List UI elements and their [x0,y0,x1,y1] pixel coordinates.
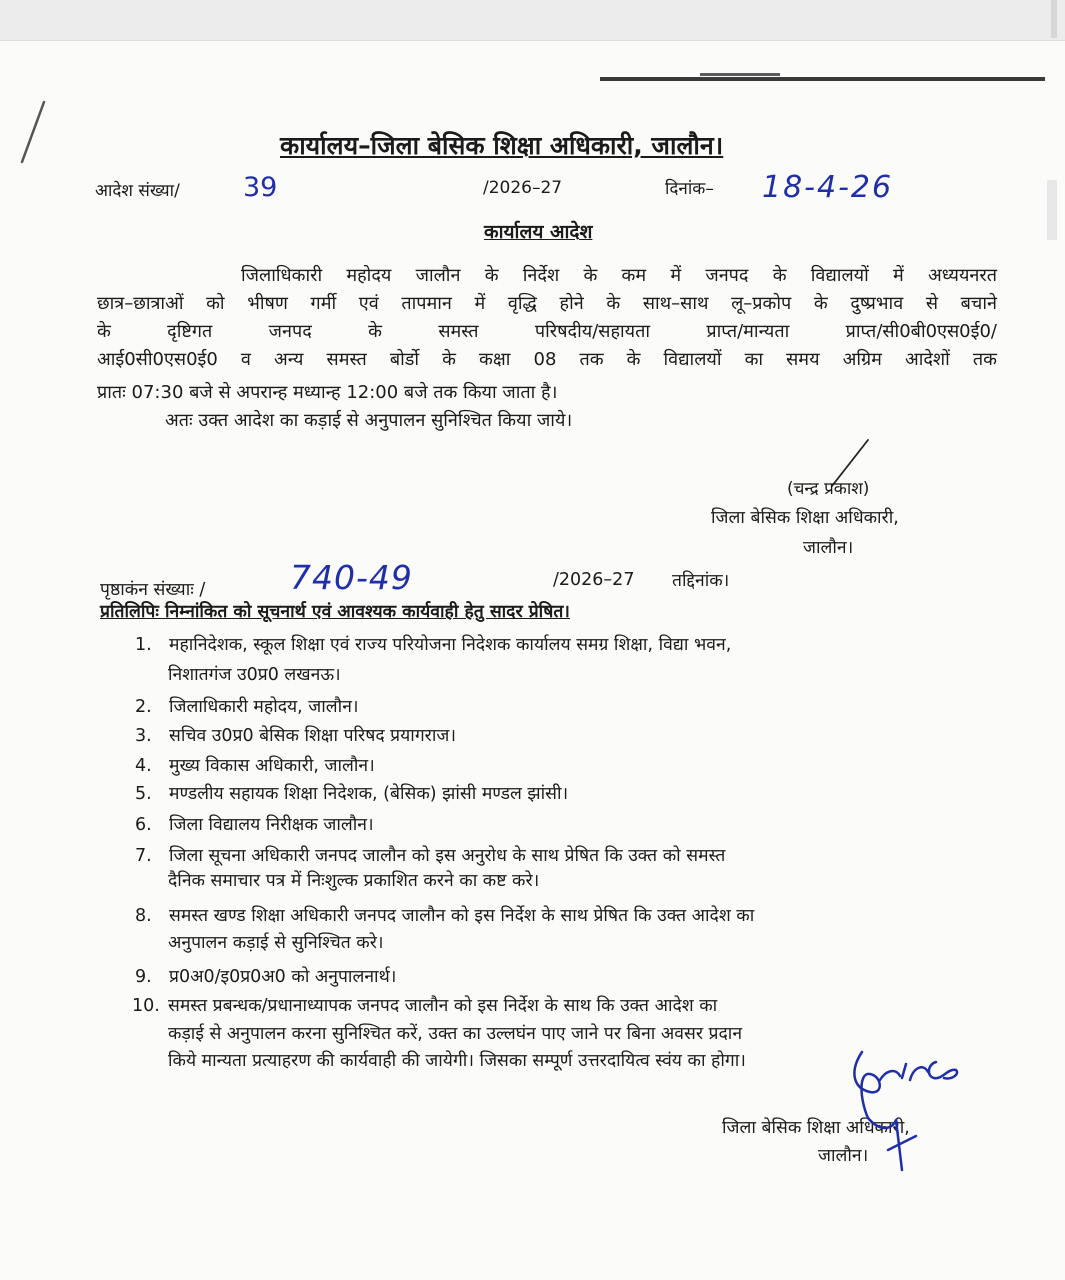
list-item [132,993,717,1017]
order-year: /2026–27 [483,178,563,198]
list-item [135,723,456,747]
list-text-cont: किये मान्यता प्रत्याहरण की कार्यवाही की जायेगी। जिसका सम्पूर्ण उत्तरदायित्व स्वंय का होगा। [168,1051,746,1071]
top-bar [0,0,1065,41]
list-text: जिला सूचना अधिकारी जनपद जालौन को इस अनुरोध के साथ प्रेषित कि उक्त को समस्त [169,846,726,866]
signatory-designation: जिला बेसिक शिक्षा अधिकारी, [711,508,899,528]
endorsement-year: /2026–27 [553,570,635,590]
list-text: जिलाधिकारी महोदय, जालौन। [169,697,359,717]
list-number: 1. [135,635,152,655]
list-text: समस्त प्रबन्धक/प्रधानाध्यापक जनपद जालौन को इस निर्देश के साथ कि उक्त आदेश का [168,996,718,1016]
list-item [135,753,375,777]
list-number: 4. [135,756,152,776]
margin-pen-mark [0,0,60,180]
list-text-cont: निशातगंज उ0प्र0 लखनऊ। [168,665,341,685]
list-item [135,843,725,867]
order-number-label: आदेश संख्या/ [95,181,180,201]
body-line: आई0सी0एस0ई0 व अन्य समस्त बोर्डो के कक्षा 08 तक के विद्यालयों का समय अग्रिम आदेशों तक [97,349,997,370]
list-number: 8. [135,906,152,926]
order-number-handwritten: 39 [243,172,278,203]
list-number: 7. [135,846,152,866]
date-handwritten: 18-4-26 [762,170,894,205]
list-number: 10. [132,996,160,1016]
list-number: 6. [135,815,152,835]
list-text-cont: दैनिक समाचार पत्र में निःशुल्क प्रकाशित करने का कष्ट करे। [168,871,540,891]
list-item [135,781,568,805]
header-rule [600,77,1045,81]
bottom-signatory-designation: जिला बेसिक शिक्षा अधिकारी, [722,1118,910,1138]
list-item [135,812,374,836]
office-heading: कार्यालय–जिला बेसिक शिक्षा अधिकारी, जालौन। [280,131,724,160]
scan-edge [1047,180,1057,240]
list-item [135,632,731,656]
signatory-place: जालौन। [803,538,854,558]
list-item [135,964,396,988]
list-text: जिला विद्यालय निरीक्षक जालौन। [169,815,374,835]
endorsement-date: तद्दिनांक। [672,571,730,591]
list-item [135,903,754,927]
list-number: 3. [135,726,152,746]
bottom-signatory-place: जालौन। [818,1146,869,1166]
list-number: 2. [135,697,152,717]
compliance-line: अतः उक्त आदेश का कड़ाई से अनुपालन सुनिश्चित किया जाये। [165,410,573,431]
list-number: 5. [135,784,152,804]
handwritten-signature [840,1040,980,1180]
list-text-cont: अनुपालन कड़ाई से सुनिश्चित करे। [168,933,384,953]
body-line: जिलाधिकारी महोदय जालौन के निर्देश के कम में जनपद के विद्यालयों में अध्ययनरत [241,265,997,286]
list-text: महानिदेशक, स्कूल शिक्षा एवं राज्य परियोजना निदेशक कार्यालय समग्र शिक्षा, विद्या भवन, [169,635,732,655]
signatory-name: (चन्द्र प्रकाश) [787,479,870,499]
list-item [135,694,359,718]
page-corner [1051,0,1057,38]
list-text: समस्त खण्ड शिक्षा अधिकारी जनपद जालौन को इस निर्देश के साथ प्रेषित कि उक्त आदेश का [169,906,755,926]
order-title: कार्यालय आदेश [484,221,593,243]
body-line: छात्र–छात्राओं को भीषण गर्मी एवं तापमान में वृद्धि होने के साथ–साथ लू–प्रकोप के दुष्प्रभाव से बचाने [97,293,997,314]
list-text: प्र0अ0/इ0प्र0अ0 को अनुपालनार्थ। [169,967,397,987]
endorsement-label: पृष्ठाकंन संख्याः / [100,580,206,600]
date-label: दिनांक– [665,179,714,199]
order-body [97,262,997,291]
list-text: मण्डलीय सहायक शिक्षा निदेशक, (बेसिक) झांसी मण्डल झांसी। [169,784,569,804]
list-number: 9. [135,967,152,987]
header-rule-2 [700,73,780,76]
endorsement-number-handwritten: 740-49 [290,558,413,597]
list-text: सचिव उ0प्र0 बेसिक शिक्षा परिषद प्रयागराज। [169,726,456,746]
copy-line: प्रतिलिपिः निम्नांकित को सूचनार्थ एवं आवश्यक कार्यवाही हेतु सादर प्रेषित। [100,602,570,622]
body-line: के दृष्टिगत जनपद के समस्त परिषदीय/सहायता प्राप्त/मान्यता प्राप्त/सी0बी0एस0ई0/ [97,321,997,342]
body-line: प्रातः 07:30 बजे से अपरान्ह मध्यान्ह 12:00 बजे तक किया जाता है। [97,382,558,403]
list-text: मुख्य विकास अधिकारी, जालौन। [169,756,375,776]
list-text-cont: कड़ाई से अनुपालन करना सुनिश्चित करें, उक्त का उल्लघंन पाए जाने पर बिना अवसर प्रदान [168,1024,743,1044]
